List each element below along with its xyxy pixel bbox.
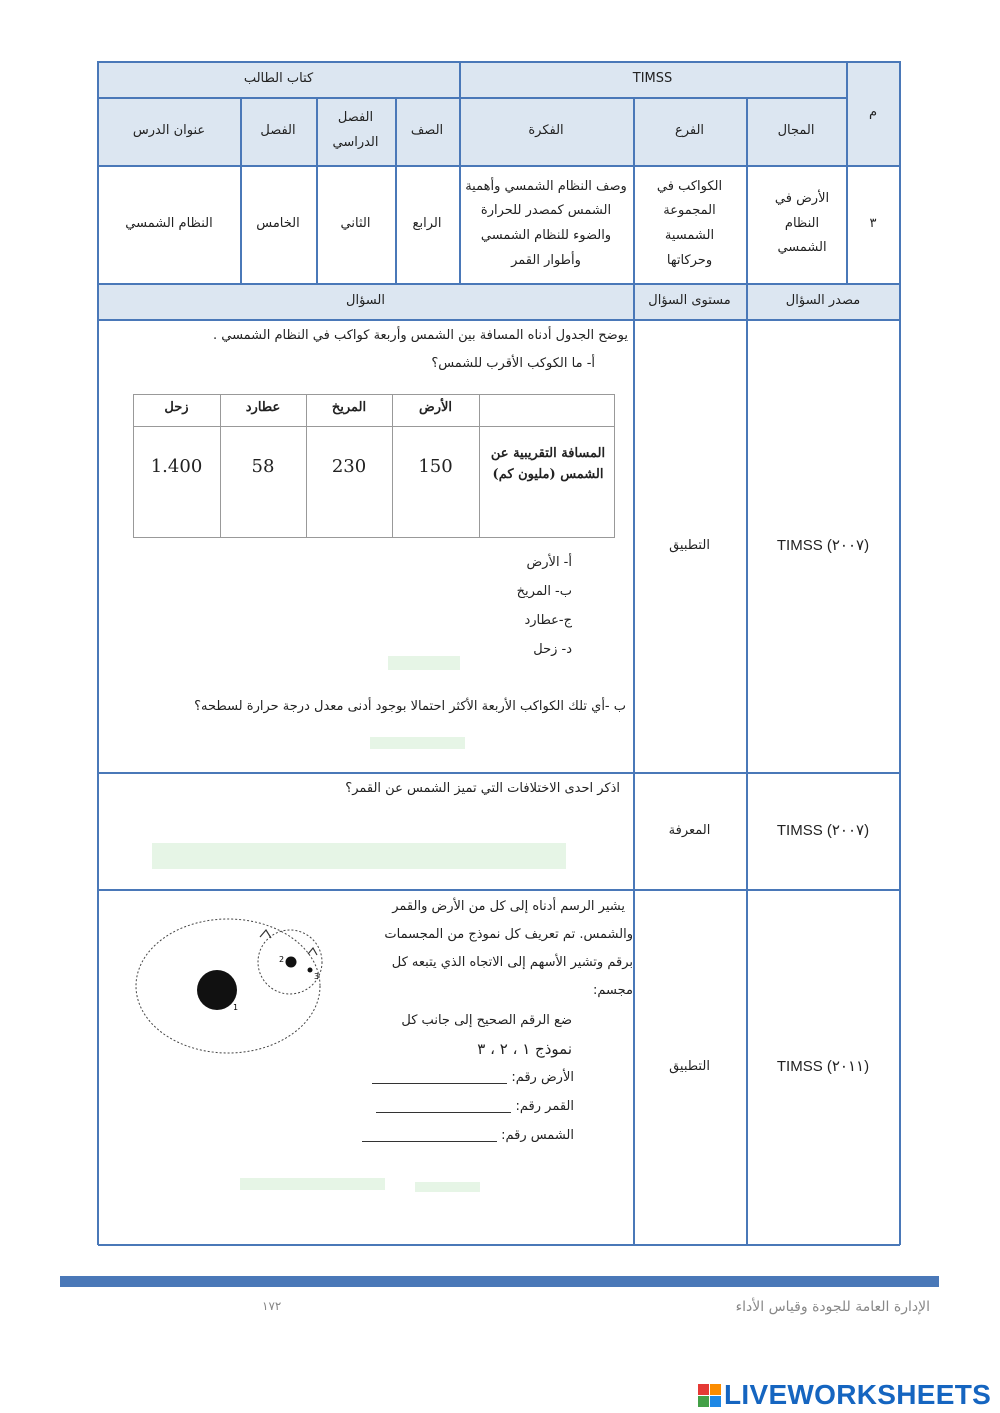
q1-part-a-answer-field[interactable] [388,656,460,670]
logo-text: LIVEWORKSHEETS [724,1379,992,1410]
q1-option-a[interactable]: أ- الأرض [526,555,572,570]
diagram-label-2: 2 [279,955,285,964]
info-branch: الكواكب في المجموعة الشمسية وحركاتها [656,178,723,268]
q3-earth-row [362,1070,574,1085]
org-name: الإدارة العامة للجودة وقياس الأداء [735,1299,930,1315]
q3-answer-field-1[interactable] [240,1178,385,1190]
earth-body [286,957,297,968]
q1-level: التطبيق [669,537,710,553]
diagram-label-3: 3 [314,972,320,981]
q2-level: المعرفة [668,822,711,838]
planet-header-saturn: زحل [164,400,189,415]
q3-level: التطبيق [669,1058,710,1074]
q3-answer-field-2[interactable] [415,1182,480,1192]
q3-instruction-1: ضع الرقم الصحيح إلى جانب كل [401,1013,572,1028]
info-domain: الأرض في النظام الشمسي [774,190,830,256]
q3-moon-label: القمر رقم: [515,1099,574,1114]
q2-answer-field[interactable] [152,843,566,869]
q1-option-d[interactable]: د- زحل [533,642,572,657]
q1-part-a: أ- ما الكوكب الأقرب للشمس؟ [431,356,595,371]
info-m: ٣ [869,215,877,231]
q3-moon-answer-field[interactable] [376,1100,511,1113]
col-lesson-header: عنوان الدرس [132,122,206,138]
q3-line-2: والشمس. تم تعريف كل نموذج من المجسمات [384,927,633,942]
page-number: ١٧٢ [262,1299,282,1313]
q3-line-1: يشير الرسم أدناه إلى كل من الأرض والقمر [392,899,625,914]
q3-source: TIMSS (٢٠١١) [776,1057,870,1075]
q1-part-b-answer-field[interactable] [370,737,465,749]
info-grade: الرابع [412,215,442,231]
planet-header-earth: الأرض [418,400,453,415]
distance-mercury: 58 [251,456,275,477]
orbit-diagram [128,912,338,1060]
timss-group-header: TIMSS [632,71,673,87]
q3-earth-answer-field[interactable] [372,1071,507,1084]
distance-mars: 230 [331,456,367,477]
level-header: مستوى السؤال [648,293,731,309]
diagram-label-1: 1 [233,1003,239,1012]
moon-body [308,968,313,973]
q1-option-c[interactable]: ج-عطارد [524,613,572,628]
liveworksheets-logo[interactable] [698,1379,991,1411]
col-domain-header: المجال [777,122,815,138]
q3-sun-answer-field[interactable] [362,1129,497,1142]
q2-text: اذكر احدى الاختلافات التي تميز الشمس عن القمر؟ [345,781,620,796]
planet-header-mars: المريخ [331,400,367,415]
col-grade-header: الصف [410,122,444,138]
q2-source: TIMSS (٢٠٠٧) [776,821,870,839]
col-idea-header: الفكرة [528,122,564,138]
col-term-header: الفصل الدراسي [332,110,379,150]
source-header: مصدر السؤال [785,293,861,309]
planet-header-mercury: عطارد [245,400,281,415]
q3-line-4: مجسم: [593,983,633,998]
moon-arrow-icon [308,948,317,955]
col-branch-header: الفرع [674,122,705,138]
distance-saturn: 1.400 [150,456,203,477]
q3-earth-label: الأرض رقم: [511,1070,574,1085]
book-group-header: كتاب الطالب [243,71,314,87]
logo-grid-icon [698,1384,721,1407]
q3-sun-row [356,1128,574,1143]
q3-instruction-2: نموذج ١ ، ٢ ، ٣ [477,1040,572,1058]
footer-bar [60,1276,939,1287]
info-idea: وصف النظام الشمسي وأهمية الشمس كمصدر للحرارة والضوء للنظام الشمسي وأطوار القمر [465,178,627,268]
col-chapter-header: الفصل [260,122,296,138]
distance-row-label: المسافة التقريبية عن الشمس (مليون كم) [490,446,606,482]
q3-sun-label: الشمس رقم: [501,1128,574,1143]
q3-line-3: برقم وتشير الأسهم إلى الاتجاه الذي يتبعه كل [391,955,633,970]
q1-intro: يوضح الجدول أدناه المسافة بين الشمس وأربعة كواكب في النظام الشمسي . [212,328,628,343]
orbit-arrow-icon [260,930,271,938]
distance-earth: 150 [418,456,453,477]
info-lesson: النظام الشمسي [125,215,213,231]
question-header: السؤال [346,293,385,309]
info-chapter: الخامس [256,215,300,231]
q3-moon-row [368,1099,574,1114]
sun-body [197,970,237,1010]
col-m-header: م [868,105,878,121]
info-term: الثاني [340,215,371,231]
q1-source: TIMSS (٢٠٠٧) [776,536,870,554]
distance-table [133,394,615,538]
q1-part-b: ب -أي تلك الكواكب الأربعة الأكثر احتمالا بوجود أدنى معدل درجة حرارة لسطحه؟ [194,699,626,714]
q1-option-b[interactable]: ب- المريخ [516,584,572,599]
